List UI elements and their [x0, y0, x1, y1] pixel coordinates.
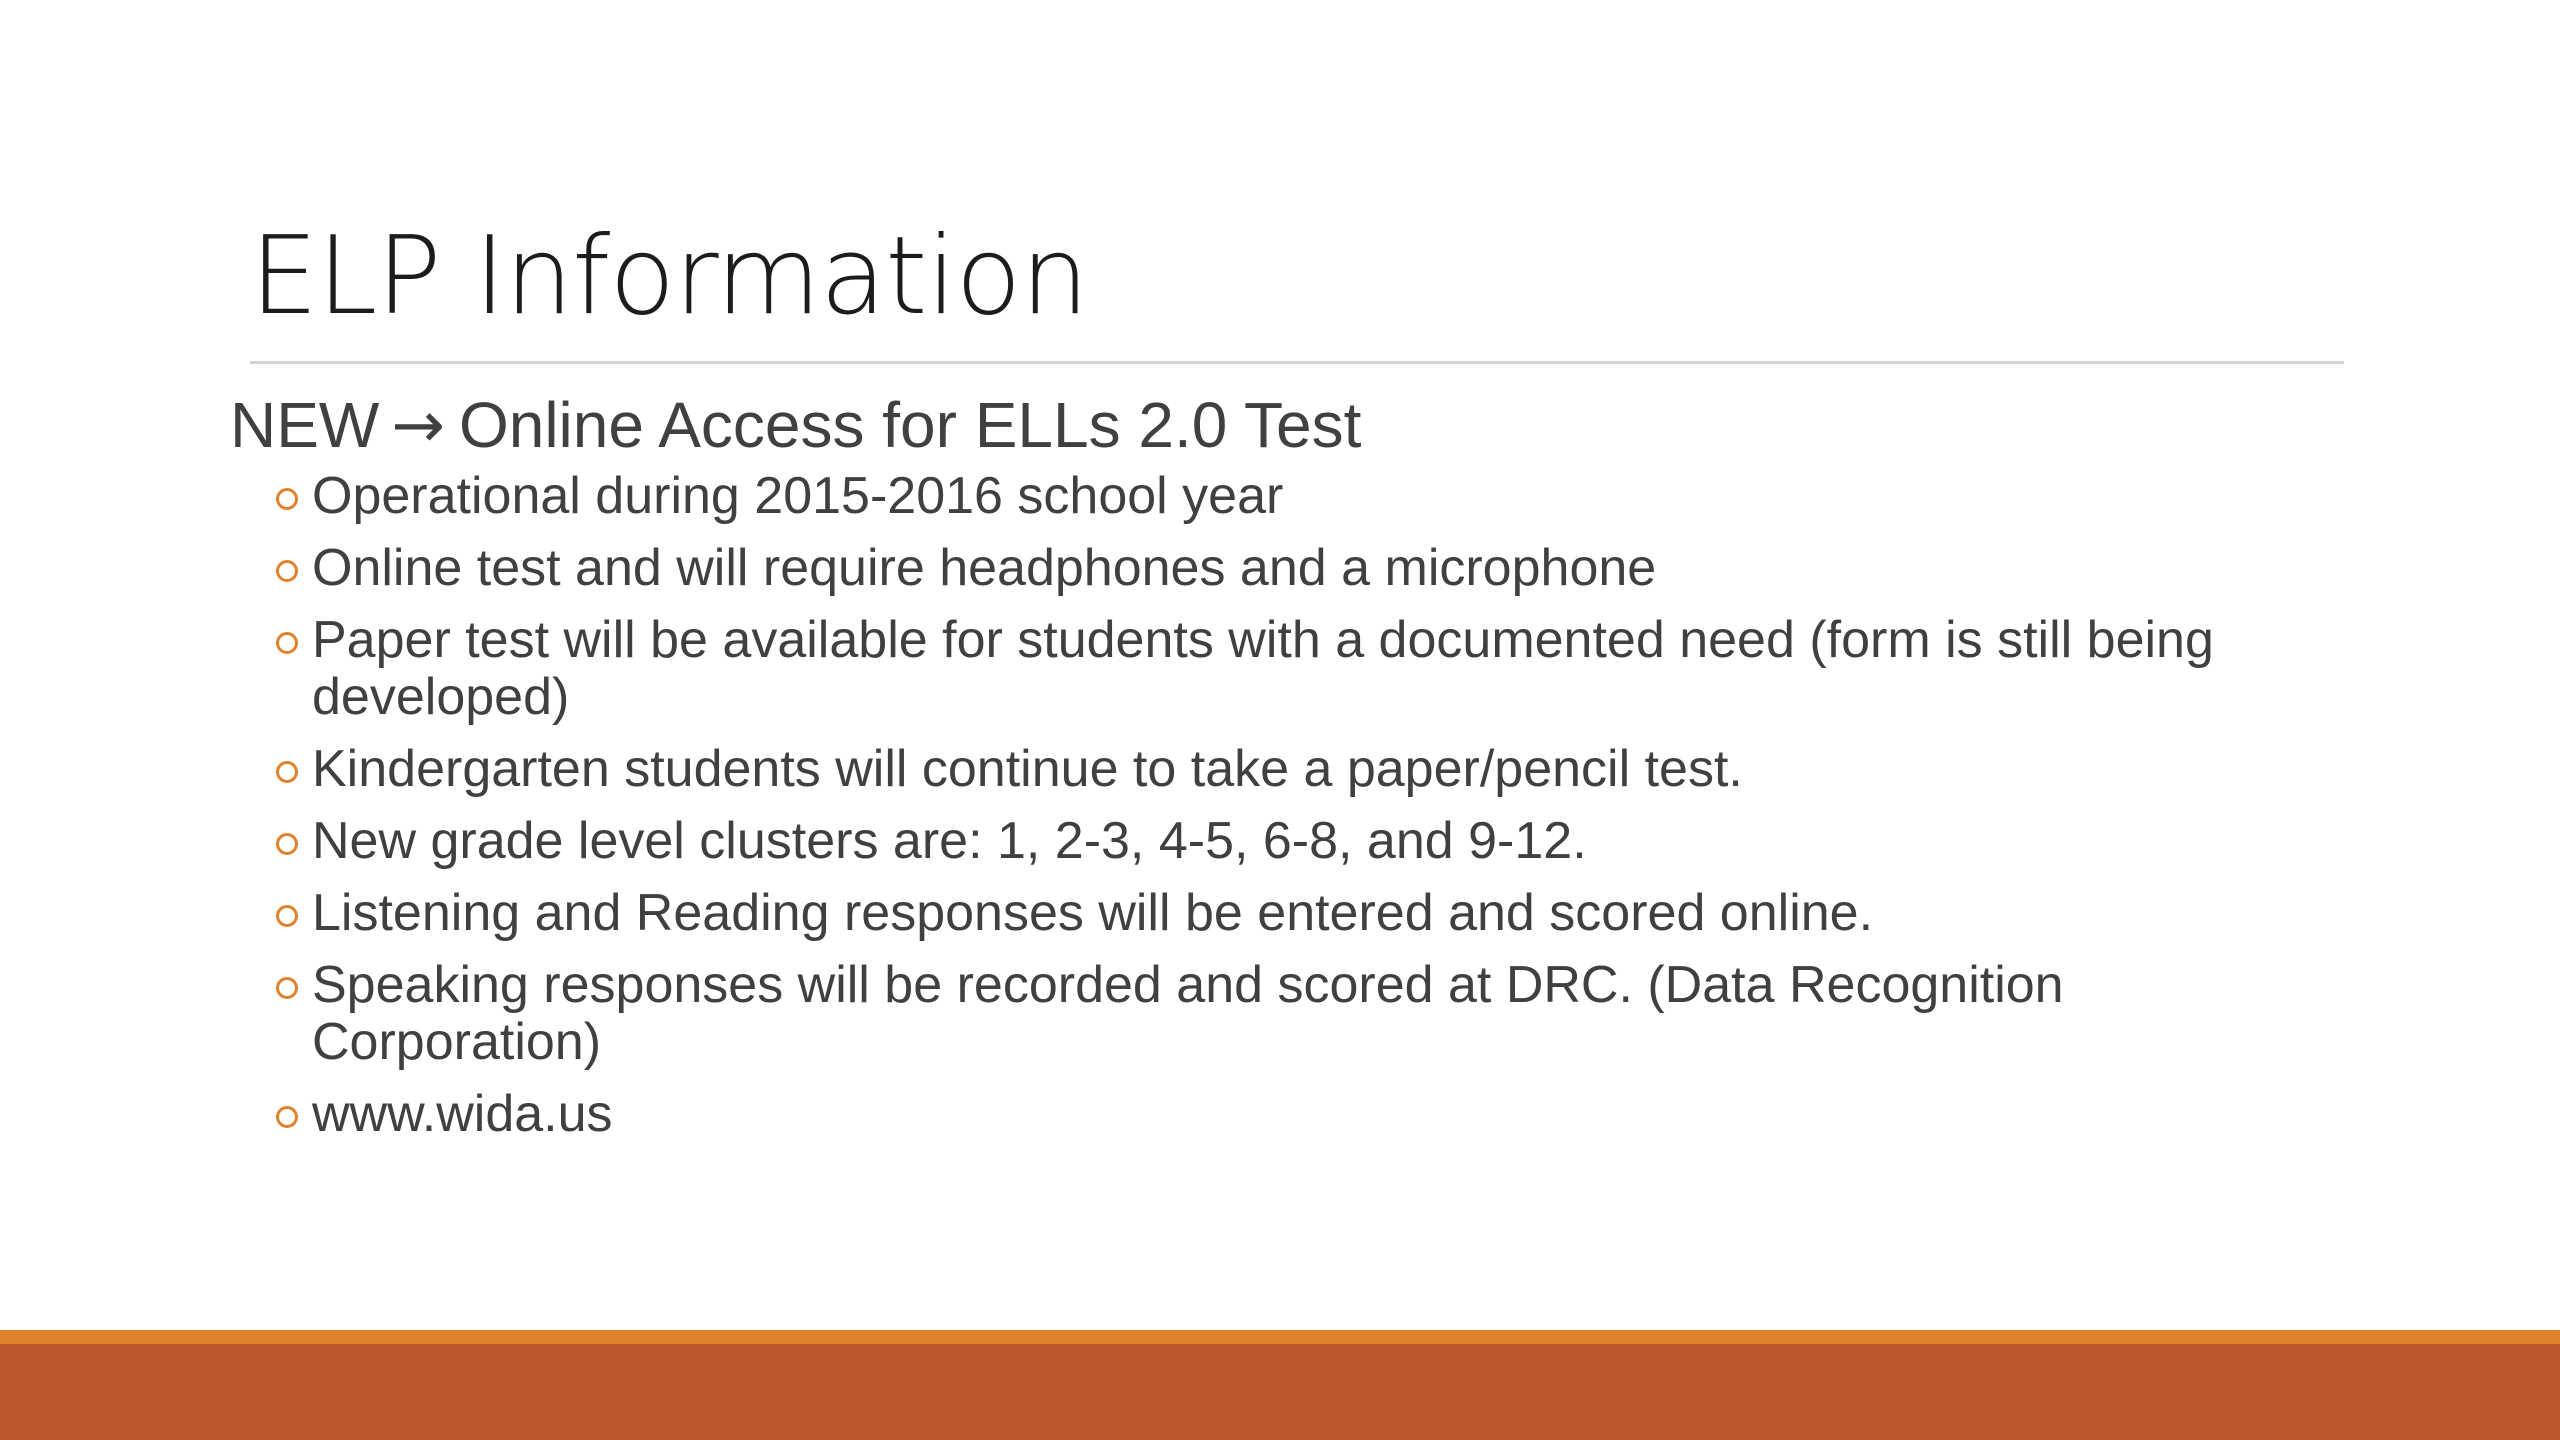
circle-bullet-icon	[276, 761, 298, 783]
list-item	[272, 540, 2352, 597]
list-item	[272, 612, 2352, 726]
bullet-text: New grade level clusters are: 1, 2-3, 4-5, 6-8, and 9-12.	[312, 812, 1587, 870]
circle-bullet-icon	[276, 833, 298, 855]
list-item	[272, 957, 2352, 1071]
arrow-right-icon: →	[391, 389, 445, 463]
lead-text: Online Access for ELLs 2.0 Test	[458, 389, 1362, 461]
list-item	[272, 741, 2352, 798]
list-item	[272, 1086, 2352, 1143]
bullet-text: Paper test will be available for students with a documented need (form is still being developed)	[312, 611, 2214, 726]
circle-bullet-icon	[276, 632, 298, 654]
bullet-text: Online test and will require headphones and a microphone	[312, 539, 1657, 597]
bullet-text: Speaking responses will be recorded and scored at DRC. (Data Recognition Corporation)	[312, 956, 2064, 1071]
lead-line	[230, 386, 1361, 465]
circle-bullet-icon	[276, 977, 298, 999]
slide-title: ELP Information	[250, 214, 1089, 339]
footer-accent-stripe	[0, 1330, 2560, 1344]
list-item	[272, 885, 2352, 942]
bullet-link[interactable]: www.wida.us	[312, 1085, 613, 1143]
lead-prefix: NEW	[230, 389, 380, 461]
list-item	[272, 468, 2352, 525]
list-item	[272, 813, 2352, 870]
bullet-list	[272, 468, 2352, 1158]
bullet-text: Kindergarten students will continue to take a paper/pencil test.	[312, 740, 1743, 798]
title-divider	[250, 361, 2344, 364]
circle-bullet-icon	[276, 488, 298, 510]
footer-band	[0, 1344, 2560, 1440]
bullet-text: Listening and Reading responses will be entered and scored online.	[312, 884, 1874, 942]
circle-bullet-icon	[276, 560, 298, 582]
circle-bullet-icon	[276, 1106, 298, 1128]
circle-bullet-icon	[276, 905, 298, 927]
bullet-text: Operational during 2015-2016 school year	[312, 467, 1284, 525]
